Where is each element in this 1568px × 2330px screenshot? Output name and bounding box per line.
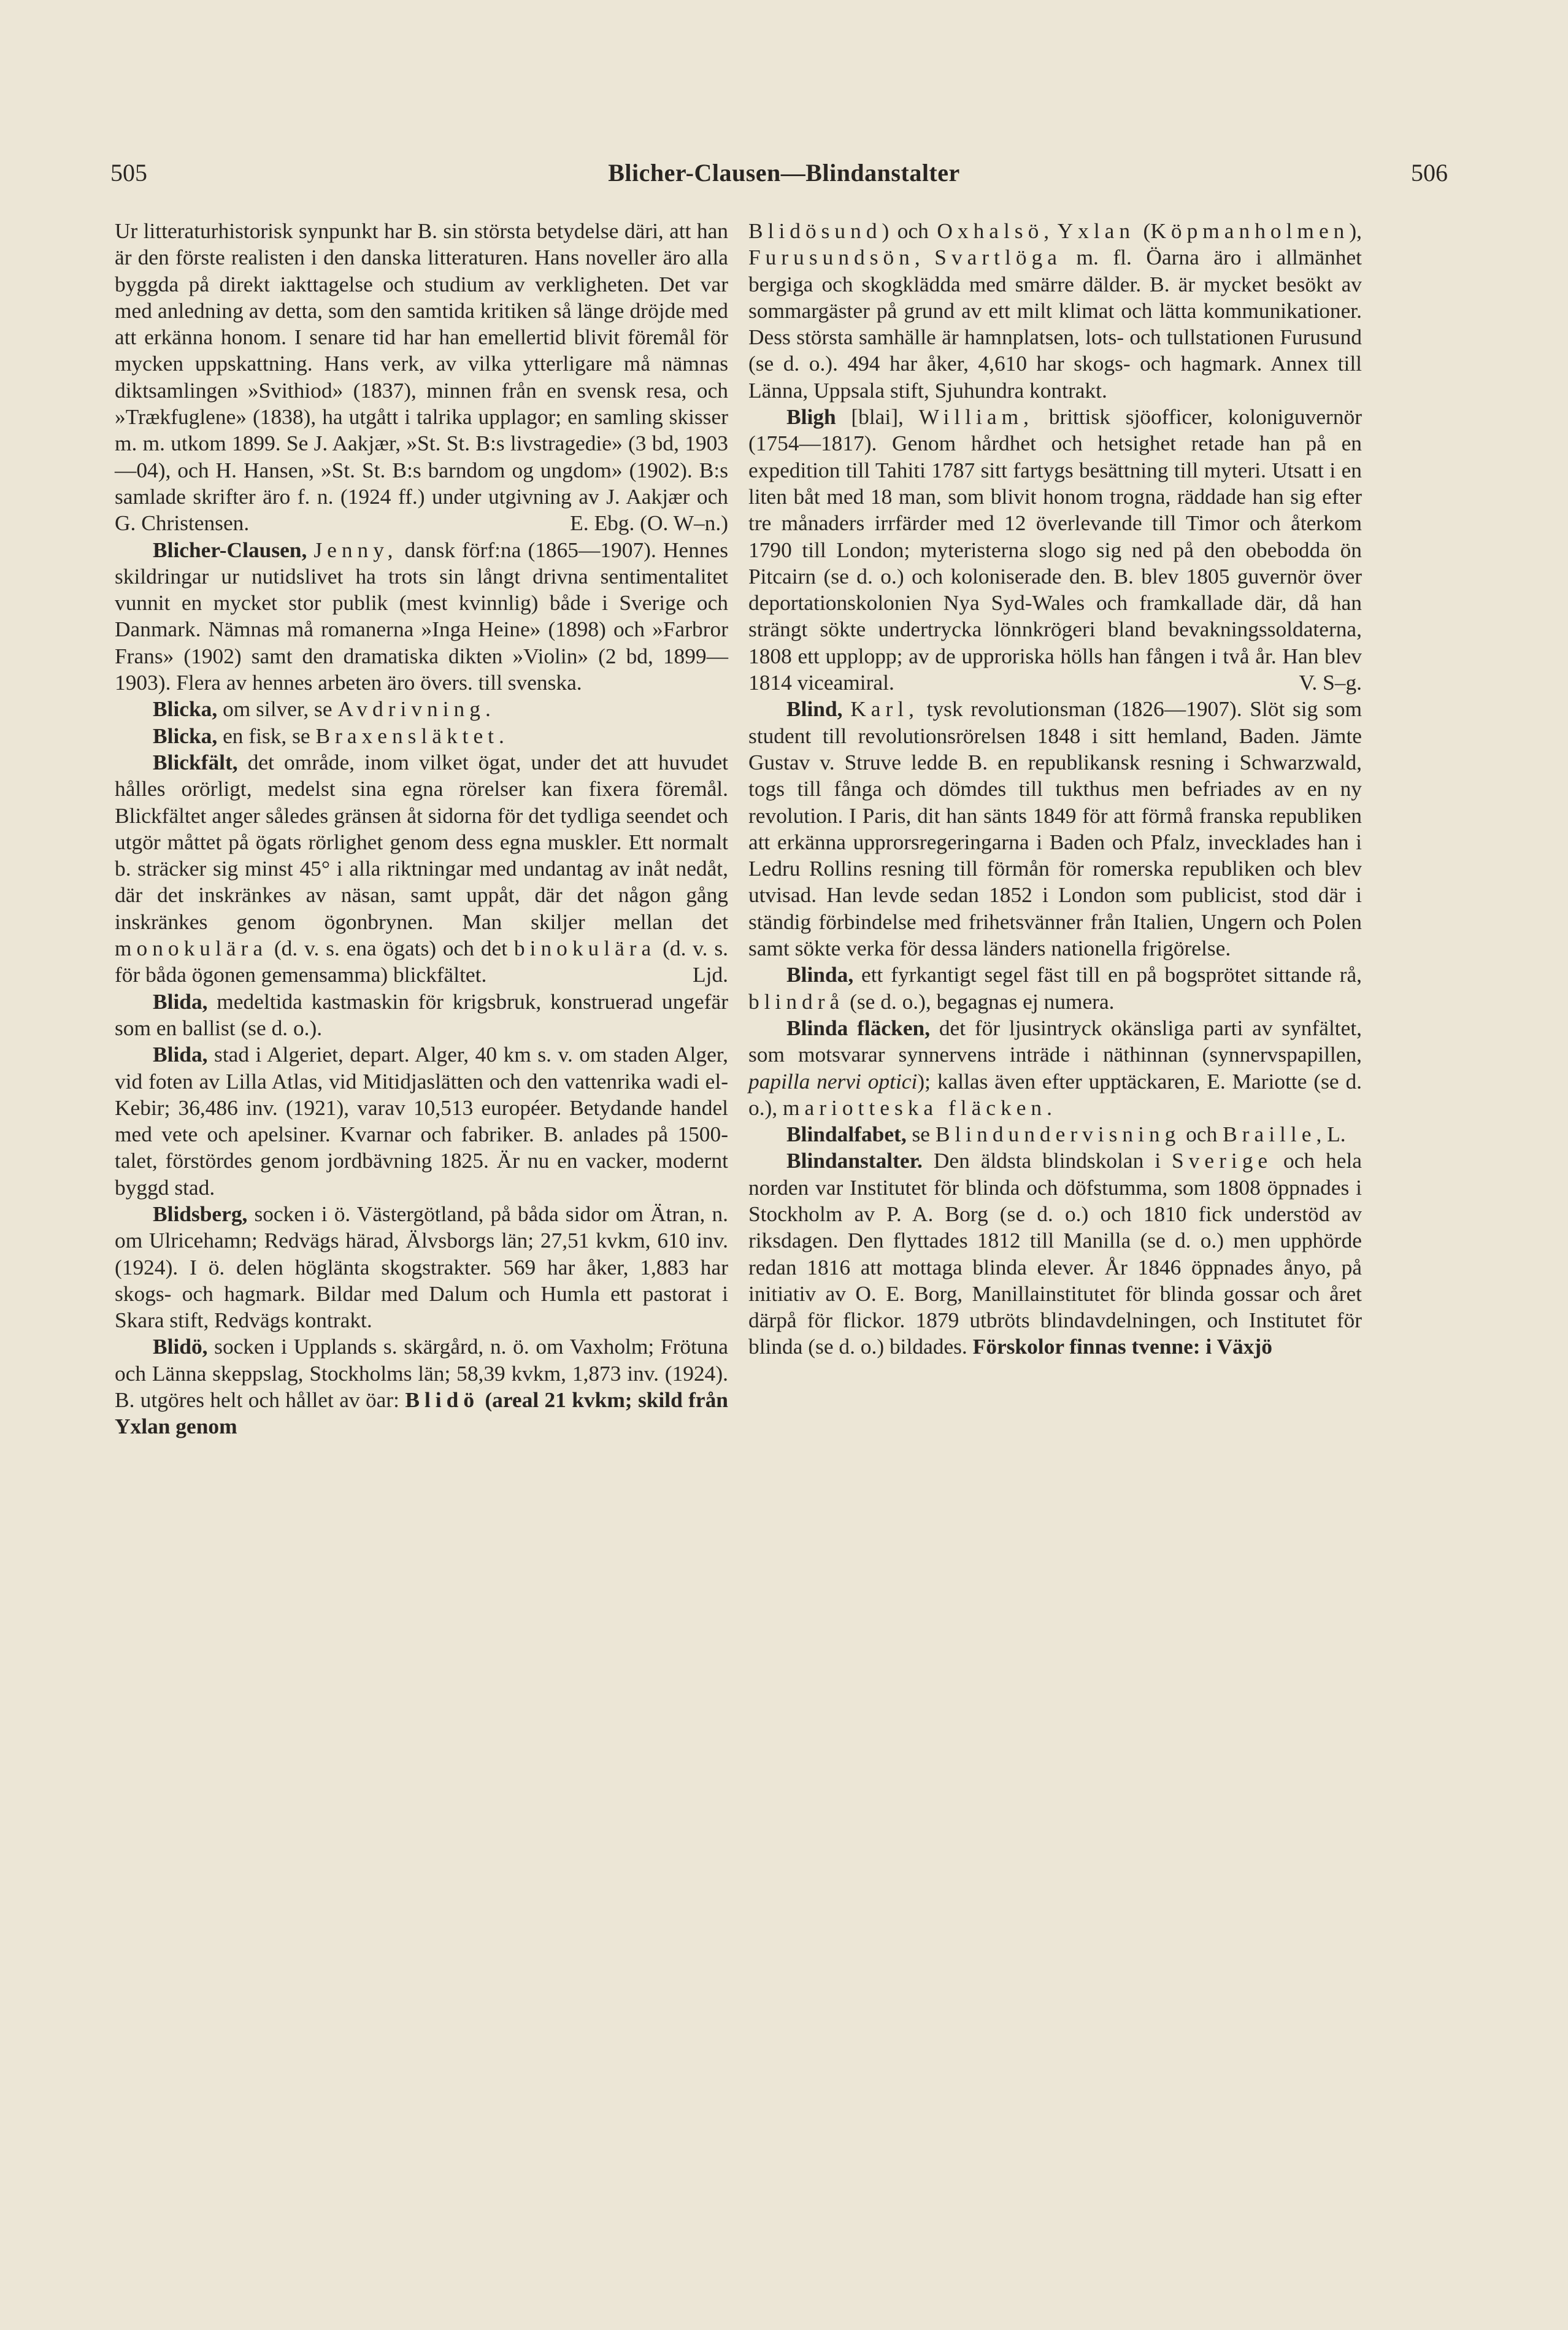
entry-blicka-fisk: Blicka, en fisk, se Braxensläktet.: [153, 723, 504, 748]
left-column: [115, 218, 728, 1440]
entry-blido: Blidö, socken i Upplands s. skärgård, n. ö. om Vaxholm; Frötuna och Länna skeppslag, Stockholms län; 58,39 kvkm, 1,873 inv. (1924). B. utgöres helt och hållet av öar: Blidö (areal 21 kvkm; skild från Yxlan genom: [115, 1334, 728, 1439]
entry-blicka-silver: Blicka, om silver, se Avdrivning.: [153, 696, 491, 722]
headword: Blidö,: [153, 1334, 208, 1359]
entry-blida-kastmaskin: Blida, medeltida kastmaskin för krigsbruk, konstruerad ungefär som en ballist (se d. o.).: [115, 989, 728, 1040]
entry-blidsberg: Blidsberg, socken i ö. Västergötland, på båda sidor om Ätran, n. om Ulricehamn; Redvägs härad, Älvsborgs län; 27,51 kvkm, 610 inv. (1924). I ö. delen höglänta skogstrakter. 569 har åker, 1,883 har skogs- och hagmark. Bildar med Dalum och Humla ett pastorat i Skara stift, Redvägs kontrakt.: [115, 1201, 728, 1333]
headword: Blida,: [153, 989, 208, 1014]
headword: Blicka,: [153, 696, 218, 722]
cross-reference: Braxensläktet: [315, 723, 499, 748]
right-column: [748, 218, 1362, 1360]
author-signature: V. S–g.: [1299, 670, 1362, 695]
page-number-left: 505: [110, 159, 147, 187]
page-header: [0, 158, 1568, 201]
entry-blido-continued: Blidösund) och Oxhalsö, Yxlan (Köpmanholmen), Furusundsön, Svartlöga m. fl. Öarna äro i allmänhet bergiga och skogklädda med smärre dälder. B. är mycket besökt av sommargäster på grund av ett milt klimat och lätta kommunikationer. Dess största samhälle är hamnplatsen, lots- och tullstationen Furusund (se d. o.). 494 har åker, 4,610 har skogs- och hagmark. Annex till Länna, Uppsala stift, Sjuhundra kontrakt.: [748, 218, 1362, 403]
headword: Blindalfabet,: [786, 1122, 907, 1147]
headword: Blicher-Clausen,: [153, 537, 307, 562]
entry-blindanstalter: Blindanstalter. Den äldsta blindskolan i Sverige och hela norden var Institutet för blinda och döfstumma, som 1808 öppnades i Stockholm av P. A. Borg (se d. o.) och 1810 fick understöd av riksdagen. Den flyttades 1812 till Manilla (se d. o.) men upphörde redan 1816 att mottaga blinda elever. År 1846 öppnades ånyo, på initiativ av O. E. Borg, Manillainstitutet för blinda gossar och året därpå för flickor. 1879 utbröts blindavdelningen, och Institutet för blinda (se d. o.) bildades. Förskolor finnas tvenne: i Växjö: [748, 1148, 1362, 1359]
author-signature: E. Ebg. (O. W–n.): [570, 511, 728, 536]
author-signature: Ljd.: [693, 962, 728, 987]
headword: Blinda,: [786, 962, 854, 987]
page-number-right: 506: [1411, 159, 1448, 187]
cross-reference: Avdrivning: [337, 696, 485, 722]
headword: Blickfält,: [153, 749, 238, 774]
headword: Blicka,: [153, 723, 218, 748]
headword: Blindanstalter.: [786, 1148, 923, 1173]
headword: Blinda fläcken,: [786, 1015, 931, 1040]
running-title: Blicher-Clausen—Blindanstalter: [608, 159, 960, 187]
entry-blickfalt: Blickfält, det område, inom vilket ögat, under det att huvudet hålles orörligt, medelst sina egna rörelser kan fixera föremål. Blickfältet anger således gränsen åt sidorna för det tydliga seendet och utgör måttet på ögats rörlighet genom dess egna muskler. Ett normalt b. sträcker sig minst 45° i alla riktningar med undantag av inåt nedåt, där det inskränkes av näsan, samt uppåt, där det någon gång inskränkes genom ögonbrynen. Man skiljer mellan det monokulära (d. v. s. ena ögats) och det binokulära (d. v. s. för båda ögonen gemensamma) blickfältet. Ljd.: [115, 749, 728, 989]
entry-bligh: Bligh [blai], William, brittisk sjöofficer, koloniguvernör (1754—1817). Genom hårdhet och hetsighet retade han på en expedition till Tahiti 1787 sitt fartygs besättning till myteri. Utsatt i en liten båt med 18 man, som blivit honom trogna, räddade han sig efter tre månaders irrfärder med 12 överlevande till Timor och återkom 1790 till London; myteristerna slogo sig ned på den obebodda ön Pitcairn (se d. o.) och koloniserade den. B. blev 1805 guvernör över deportationskolonien Nya Syd-Wales och framkallade där, då han strängt sökte undertrycka lönnkrögeri bland bevakningssoldaterna, 1808 ett upplopp; av de upproriska hölls han fången i två år. Han blev 1814 viceamiral. V. S–g.: [748, 404, 1362, 696]
headword: Blidsberg,: [153, 1201, 248, 1226]
entry-blindalfabet: Blindalfabet, se Blindundervisning och Braille, L.: [786, 1122, 1346, 1147]
entry-blind: Blind, Karl, tysk revolutionsman (1826—1907). Slöt sig som student till revolutionsrörelsen 1848 i sitt hemland, Baden. Jämte Gustav v. Struve ledde B. en republikansk resning i Schwarzwald, togs till fånga och dömdes till tukthus men befriades av en ny revolution. I Paris, dit han sänts 1849 för att förmå franska republiken att erkänna upprorsregeringarna i Baden och Pfalz, invecklades han i Ledru Rollins resning till förmån för romerska republiken och blev utvisad. Han levde sedan 1852 i London som publicist, stod där i ständig förbindelse med frihetsvänner från Italien, Ungern och Polen samt sökte verka för dessa länders nationella frigörelse.: [748, 696, 1362, 961]
headword: Blida,: [153, 1042, 208, 1067]
headword: Blind,: [786, 696, 843, 722]
headword: Bligh: [786, 404, 836, 430]
entry-blicher-clausen: Blicher-Clausen, Jenny, dansk förf:na (1865—1907). Hennes skildringar ur nutidslivet ha trots sin långt drivna sentimentalitet vunnit en mycket stor publik (mest kvinnlig) både i Sverige och Danmark. Nämnas må romanerna »Inga Heine» (1898) och »Farbror Frans» (1902) samt den dramatiska dikten »Violin» (2 bd, 1899—1903). Flera av hennes arbeten äro övers. till svenska.: [115, 537, 728, 695]
entry-blida-stad: Blida, stad i Algeriet, depart. Alger, 40 km s. v. om staden Alger, vid foten av Lilla Atlas, vid Mitidjaslätten och den vattenrika wadi el-Kebir; 36,486 inv. (1921), varav 10,513 européer. Betydande handel med vete och apelsiner. Kvarnar och fabriker. B. anlades på 1500-talet, förstördes genom jordbävning 1825. Är nu en vacker, modernt byggd stad.: [115, 1042, 728, 1200]
entry-blicher-continued: Ur litteraturhistorisk synpunkt har B. sin största betydelse däri, att han är den förste realisten i den danska litteraturen. Hans noveller äro alla byggda på direkt iakttagelse och studium av verkligheten. Det var med anledning av detta, som den samtida kritiken så länge dröjde med att erkänna honom. I senare tid har han emellertid blivit föremål för mycken uppskattning. Hans verk, av vilka ytterligare må nämnas diktsamlingen »Svithiod» (1837), minnen från en svensk resa, och »Trækfuglene» (1838), ha utgått i talrika upplagor; en samling skisser m. m. utkom 1899. Se J. Aakjær, »St. St. B:s livstragedie» (3 bd, 1903—04), och H. Hansen, »St. St. B:s barndom og ungdom» (1902). B:s samlade skrifter äro f. n. (1924 ff.) under utgivning av J. Aakjær och G. Christensen. E. Ebg. (O. W–n.): [115, 218, 728, 537]
entry-blinda-flacken: Blinda fläcken, det för ljusintryck okänsliga parti av synfältet, som motsvarar synnervens inträde i näthinnan (synnervspapillen, papilla nervi optici); kallas även efter upptäckaren, E. Mariotte (se d. o.), mariotteska fläcken.: [748, 1015, 1362, 1120]
entry-blinda: Blinda, ett fyrkantigt segel fäst till en på bogsprötet sittande rå, blindrå (se d. o.), begagnas ej numera.: [748, 962, 1362, 1014]
